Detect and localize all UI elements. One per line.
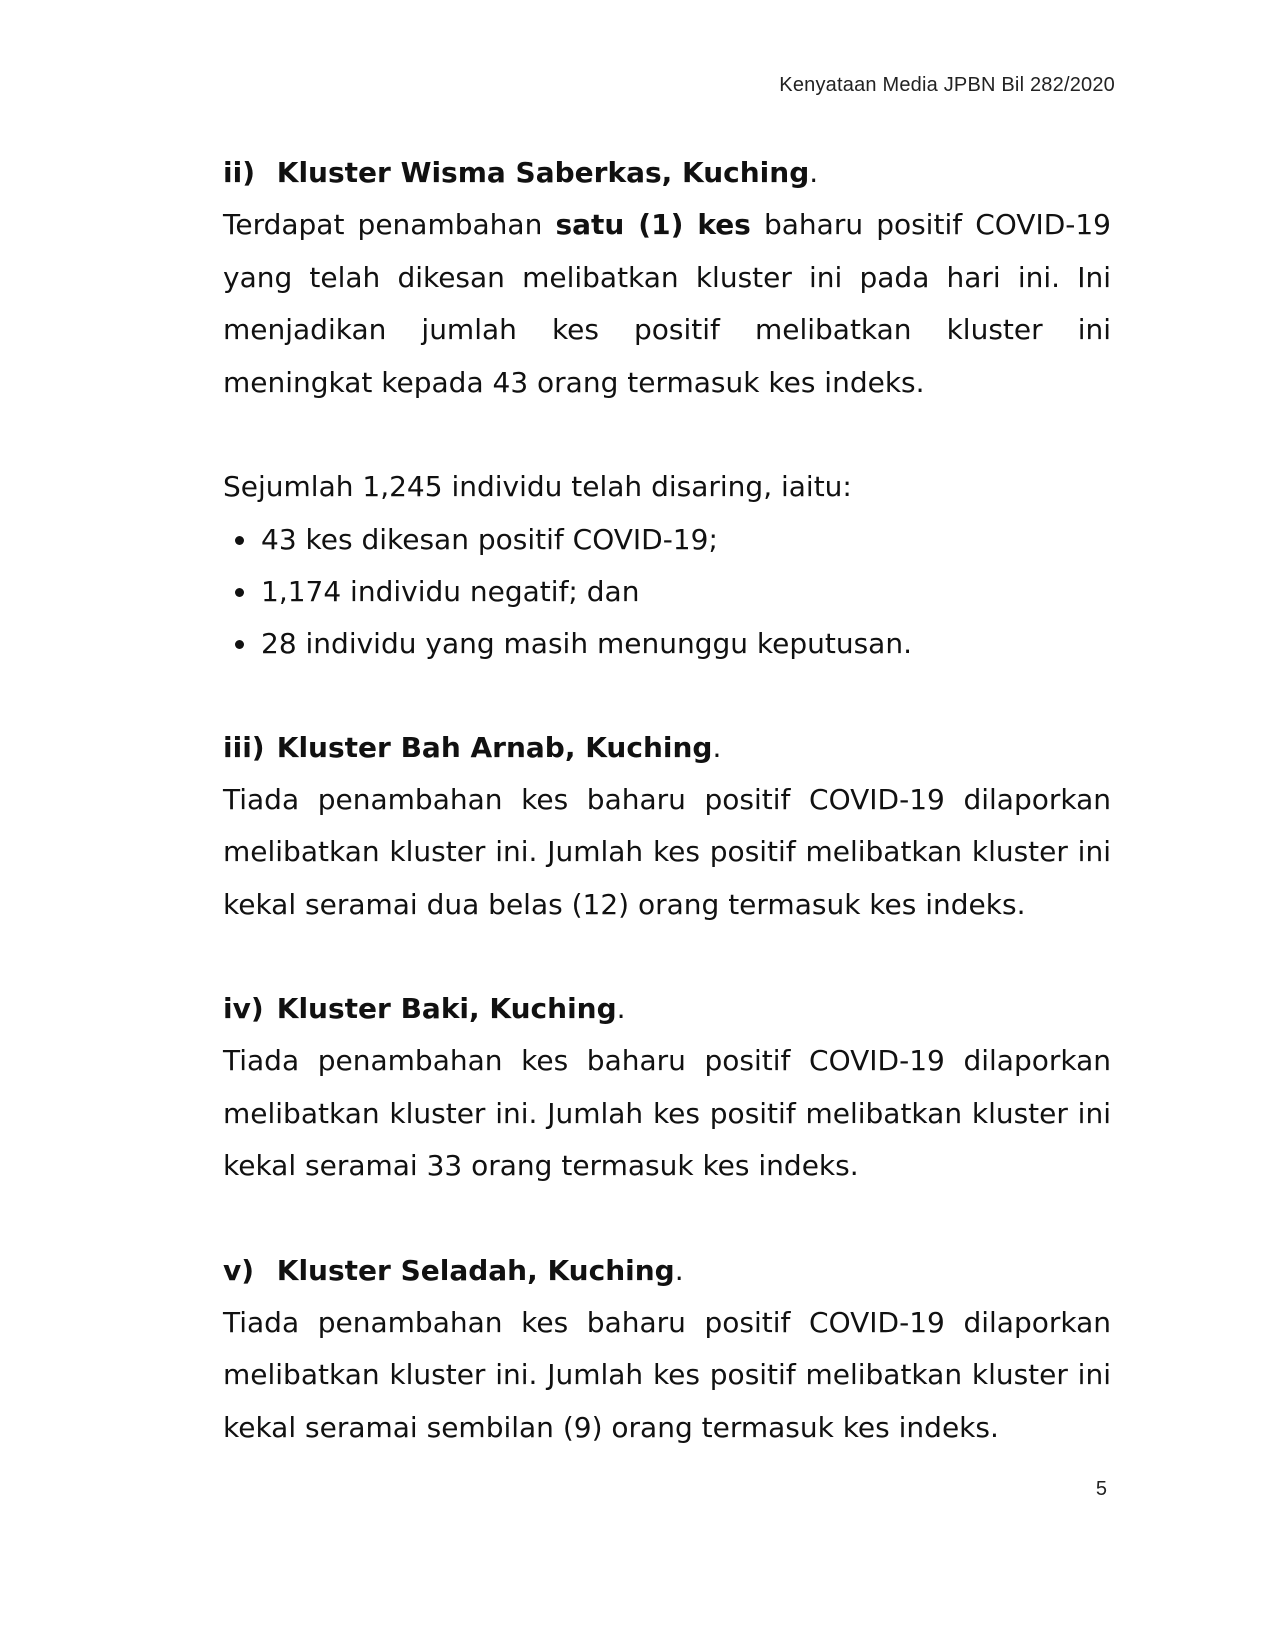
section-baki xyxy=(223,983,1111,1193)
bullet-icon xyxy=(235,536,244,545)
section-spacer xyxy=(223,931,1111,983)
section-title: Kluster Wisma Saberkas, Kuching xyxy=(276,156,810,189)
section-seladah xyxy=(223,1245,1111,1455)
page-header: Kenyataan Media JPBN Bil 282/2020 xyxy=(779,74,1115,96)
section-number: ii) xyxy=(223,156,255,189)
section-heading xyxy=(223,983,1111,1035)
section-number: v) xyxy=(223,1253,255,1287)
screening-intro: Sejumlah 1,245 individu telah disaring, iaitu: xyxy=(223,470,852,503)
paragraph-text-before: Terdapat penambahan xyxy=(223,208,556,241)
section-spacer xyxy=(223,670,1111,722)
section-number: iii) xyxy=(223,730,265,764)
section-title-suffix: . xyxy=(809,156,819,189)
section-title: Kluster Bah Arnab, Kuching xyxy=(276,730,713,764)
section-title-suffix: . xyxy=(674,1253,684,1287)
list-item xyxy=(223,618,1111,670)
list-item xyxy=(223,514,1111,566)
list-item-text: 43 kes dikesan positif COVID-19; xyxy=(261,522,718,556)
section-paragraph: Tiada penambahan kes baharu positif COVID-19 dilaporkan melibatkan kluster ini. Jumlah kes positif melibatkan kluster ini kekal seramai dua belas (12) orang termasuk kes indeks. xyxy=(223,782,1111,921)
list-item-text: 1,174 individu negatif; dan xyxy=(261,574,640,608)
section-title: Kluster Seladah, Kuching xyxy=(276,1253,675,1287)
bullet-icon xyxy=(235,640,244,649)
page-number: 5 xyxy=(1095,1478,1107,1500)
screening-list xyxy=(223,514,1111,670)
document-body xyxy=(223,147,1111,1454)
section-spacer xyxy=(223,1193,1111,1245)
bullet-icon xyxy=(235,588,244,597)
section-title: Kluster Baki, Kuching xyxy=(276,992,617,1025)
section-number: iv) xyxy=(223,992,264,1025)
section-paragraph xyxy=(223,199,1111,409)
section-wisma-saberkas xyxy=(223,147,1111,670)
list-item-text: 28 individu yang masih menunggu keputusan. xyxy=(261,626,912,660)
section-paragraph: Tiada penambahan kes baharu positif COVID-19 dilaporkan melibatkan kluster ini. Jumlah kes positif melibatkan kluster ini kekal seramai 33 orang termasuk kes indeks. xyxy=(223,1044,1111,1182)
section-heading xyxy=(223,722,1111,774)
paragraph-spacer xyxy=(223,409,1111,461)
list-item xyxy=(223,566,1111,618)
paragraph-text-after: baharu positif COVID-19 yang telah dikesan melibatkan kluster ini pada hari ini. Ini menjadikan jumlah kes positif melibatkan kluster ini meningkat kepada 43 orang termasuk kes indeks. xyxy=(223,208,1111,399)
section-heading xyxy=(223,1245,1111,1297)
paragraph-text-bold: satu (1) kes xyxy=(555,208,751,241)
section-paragraph: Tiada penambahan kes baharu positif COVID-19 dilaporkan melibatkan kluster ini. Jumlah kes positif melibatkan kluster ini kekal seramai sembilan (9) orang termasuk kes indeks. xyxy=(223,1305,1111,1444)
section-heading xyxy=(223,147,1111,199)
section-bah-arnab xyxy=(223,722,1111,932)
section-title-suffix: . xyxy=(712,730,722,764)
section-title-suffix: . xyxy=(616,992,626,1025)
